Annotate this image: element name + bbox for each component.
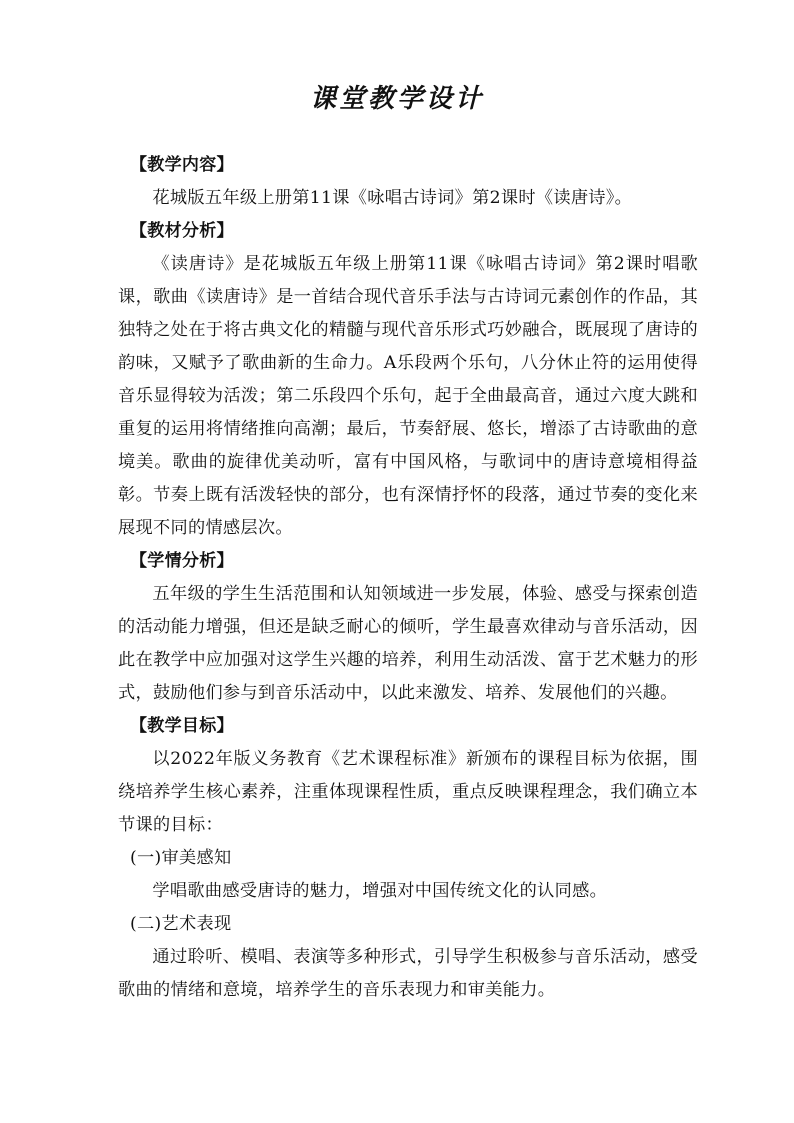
goal-text-expression: 通过聆听、模唱、表演等多种形式，引导学生积极参与音乐活动，感受歌曲的情绪和意境，培养学生的音乐表现力和审美能力。 bbox=[118, 947, 698, 1000]
goal-label-expression: (二)艺术表现 bbox=[130, 914, 232, 934]
section-text-goals: 以2022年版义务教育《艺术课程标准》新颁布的课程目标为依据，围绕培养学生核心素养，注重体现课程性质，重点反映课程理念，我们确立本节课的目标： bbox=[118, 749, 698, 835]
section-heading-goals: 【教学目标】 bbox=[130, 716, 234, 736]
section-text-content: 花城版五年级上册第11课《咏唱古诗词》第2课时《读唐诗》。 bbox=[152, 188, 633, 208]
document-body bbox=[118, 149, 698, 1007]
section-heading-material: 【教材分析】 bbox=[130, 221, 234, 241]
document-title: 课堂教学设计 bbox=[309, 84, 484, 114]
section-text-material: 《读唐诗》是花城版五年级上册第11课《咏唱古诗词》第2课时唱歌课，歌曲《读唐诗》是一首结合现代音乐手法与古诗词元素创作的作品，其独特之处在于将古典文化的精髓与现代音乐形式巧妙融合，既展现了唐诗的韵味，又赋予了歌曲新的生命力。A乐段两个乐句，八分休止符的运用使得音乐显得较为活泼；第二乐段四个乐句，起于全曲最高音，通过六度大跳和重复的运用将情绪推向高潮；最后，节奏舒展、悠长，增添了古诗歌曲的意境美。歌曲的旋律优美动听，富有中国风格，与歌词中的唐诗意境相得益彰。节奏上既有活泼轻快的部分，也有深情抒怀的段落，通过节奏的变化来展现不同的情感层次。 bbox=[118, 254, 698, 538]
section-heading-content: 【教学内容】 bbox=[130, 155, 234, 175]
section-text-students: 五年级的学生生活范围和认知领域进一步发展，体验、感受与探索创造的活动能力增强，但还是缺乏耐心的倾听，学生最喜欢律动与音乐活动，因此在教学中应加强对这学生兴趣的培养，利用生动活泼、富于艺术魅力的形式，鼓励他们参与到音乐活动中，以此来激发、培养、发展他们的兴趣。 bbox=[118, 584, 698, 703]
goal-label-aesthetic: (一)审美感知 bbox=[130, 848, 232, 868]
goal-text-aesthetic: 学唱歌曲感受唐诗的魅力，增强对中国传统文化的认同感。 bbox=[152, 881, 608, 901]
section-heading-students: 【学情分析】 bbox=[130, 551, 234, 571]
